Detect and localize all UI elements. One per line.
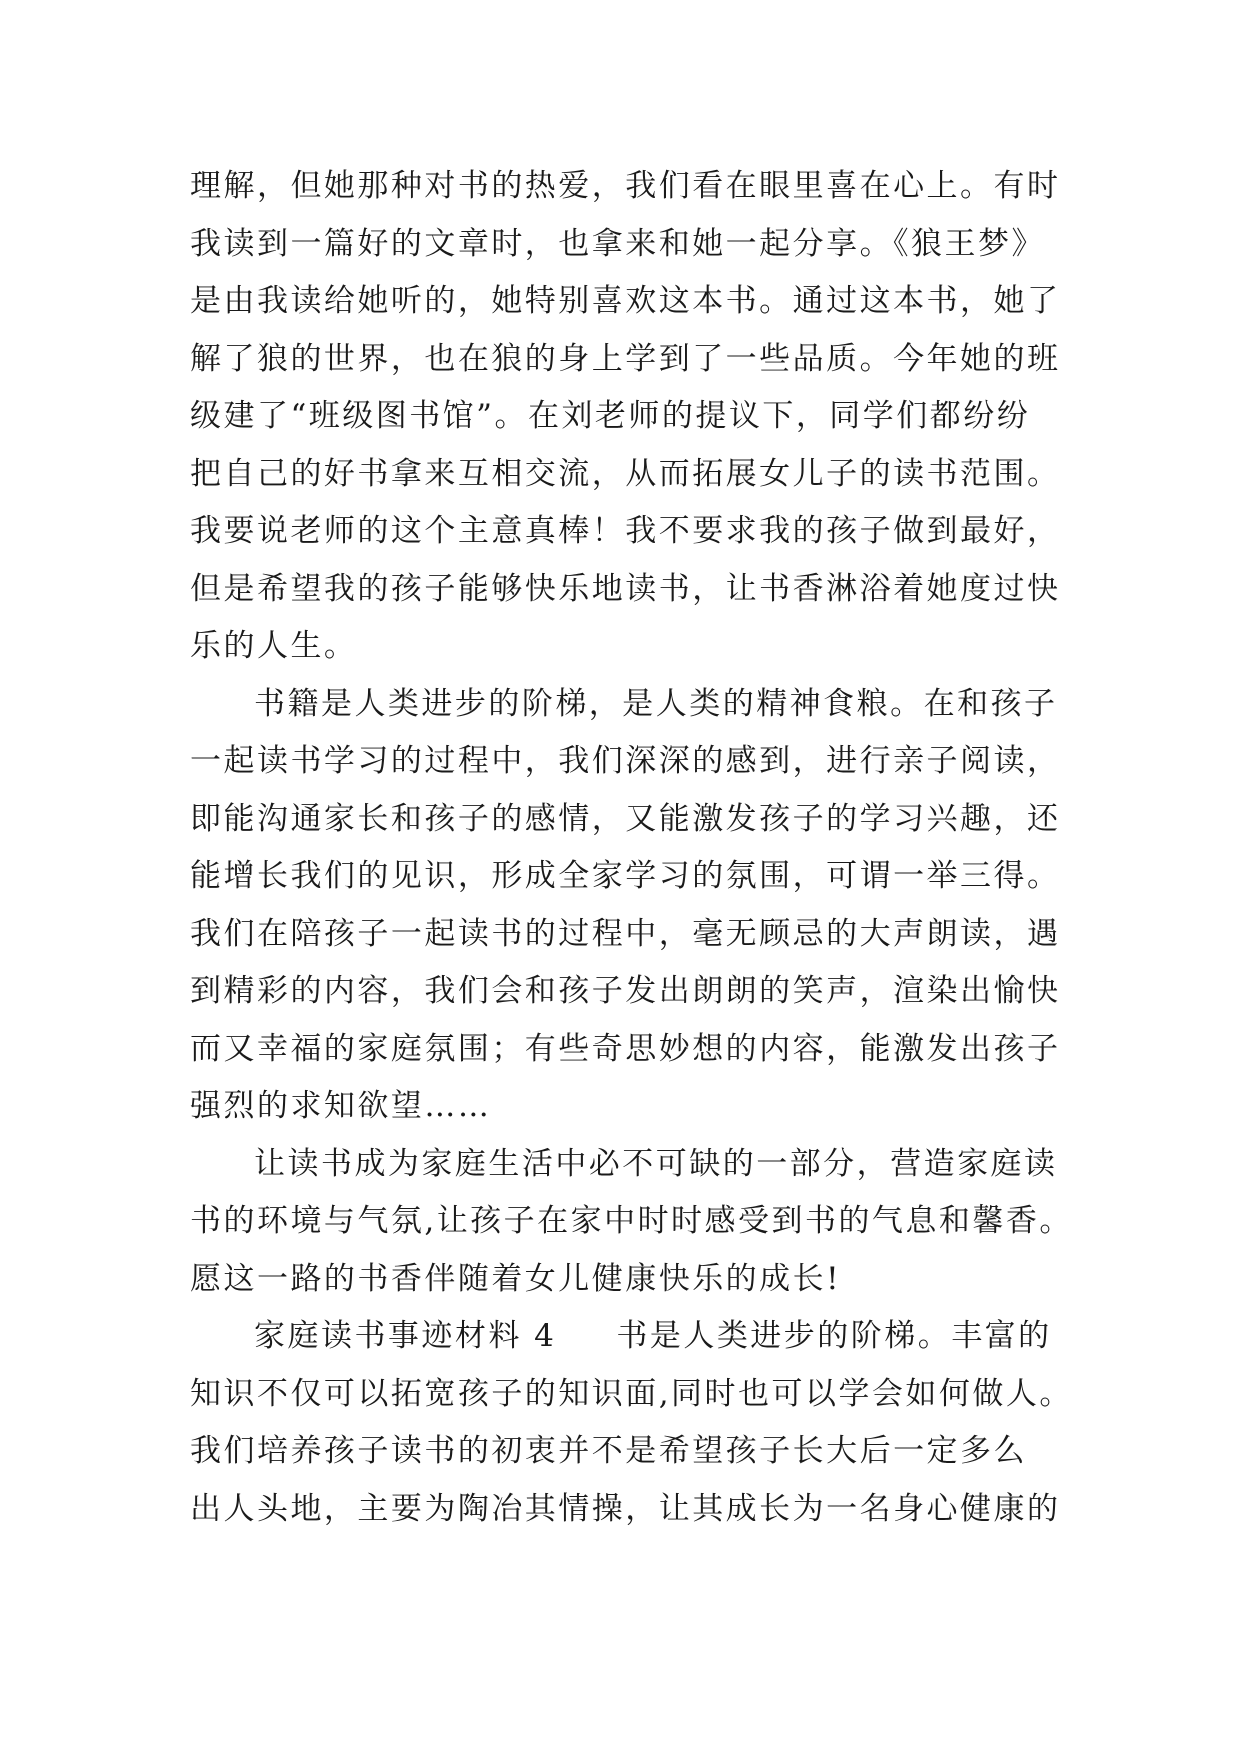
text-line: 乐的人生。 (190, 628, 358, 664)
text-line: 级建了“班级图书馆”。在刘老师的提议下，同学们都纷纷 (190, 398, 1031, 434)
paragraph-start-line: 书籍是人类进步的阶梯，是人类的精神食粮。在和孩子 (254, 685, 1058, 722)
text-line: 我要说老师的这个主意真棒！我不要求我的孩子做到最好， (190, 513, 1061, 549)
text-line: 知识不仅可以拓宽孩子的知识面,同时也可以学会如何做人。 (190, 1375, 1073, 1412)
section-heading: 家庭读书事迹材料 4 (254, 1318, 557, 1354)
text-line: 书的环境与气氛,让孩子在家中时时感受到书的气息和馨香。 (190, 1203, 1073, 1239)
text-line: 理解，但她那种对书的热爱，我们看在眼里喜在心上。有时 (190, 168, 1061, 204)
text-line: 一起读书学习的过程中，我们深深的感到，进行亲子阅读， (190, 743, 1061, 779)
text-line: 我们在陪孩子一起读书的过程中，毫无顾忌的大声朗读，遇 (190, 915, 1061, 952)
text-line: 能增长我们的见识，形成全家学习的氛围，可谓一举三得。 (190, 858, 1061, 894)
text-line: 我们培养孩子读书的初衷并不是希望孩子长大后一定多么 (190, 1433, 1027, 1469)
section-heading-line (190, 1308, 1070, 1366)
text-line: 但是希望我的孩子能够快乐地读书，让书香淋浴着她度过快 (190, 570, 1061, 607)
text-line: 愿这一路的书香伴随着女儿健康快乐的成长! (190, 1260, 842, 1297)
text-line: 出人头地，主要为陶冶其情操，让其成长为一名身心健康的 (190, 1490, 1061, 1527)
text-line: 强烈的求知欲望…… (190, 1088, 492, 1124)
body-text (190, 158, 1073, 1538)
text-line: 是由我读给她听的，她特别喜欢这本书。通过这本书，她了 (190, 283, 1061, 319)
paragraph-start-line: 让读书成为家庭生活中必不可缺的一部分，营造家庭读 (254, 1145, 1058, 1182)
text-line: 把自己的好书拿来互相交流，从而拓展女儿子的读书范围。 (190, 455, 1061, 492)
text-line: 解了狼的世界，也在狼的身上学到了一些品质。今年她的班 (190, 340, 1061, 377)
text-line: 我读到一篇好的文章时，也拿来和她一起分享。《狼王梦》 (190, 225, 1045, 262)
text-line: 到精彩的内容，我们会和孩子发出朗朗的笑声，渲染出愉快 (190, 973, 1061, 1009)
text-line: 即能沟通家长和孩子的感情，又能激发孩子的学习兴趣，还 (190, 800, 1061, 837)
text-line: 而又幸福的家庭氛围；有些奇思妙想的内容，能激发出孩子 (190, 1030, 1061, 1067)
section-text: 书是人类进步的阶梯。丰富的 (616, 1318, 1052, 1354)
